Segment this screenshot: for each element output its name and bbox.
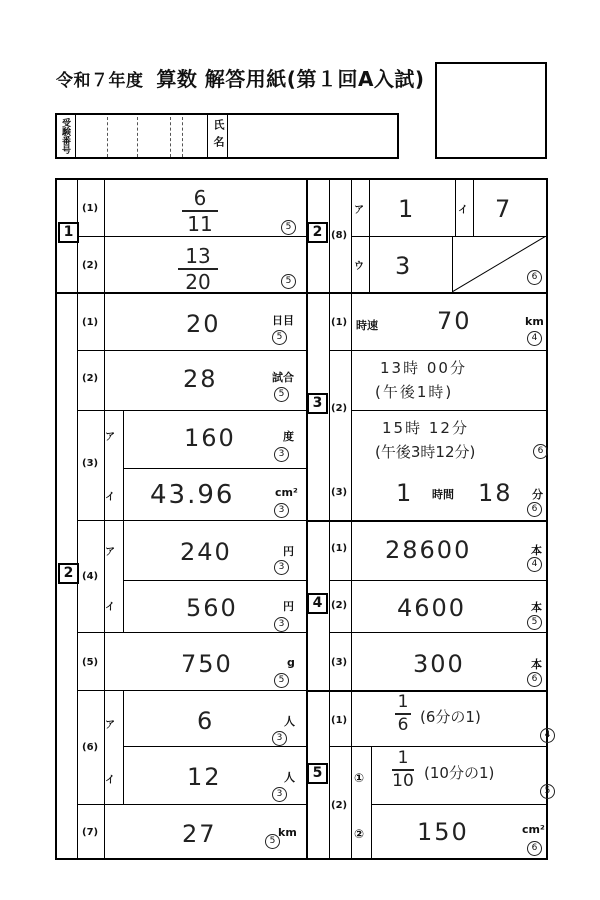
score-mark: 3	[274, 560, 289, 575]
answer-2-8-i: 7	[495, 195, 513, 223]
answer-5-1: 1 6	[395, 694, 411, 734]
q-label: イ	[458, 205, 468, 216]
answer-3-2-line3: 15時 12分	[382, 419, 469, 437]
score-mark: 6	[527, 502, 542, 517]
q-label: (6)	[82, 742, 99, 753]
section-2-right: 2	[307, 222, 328, 243]
score-mark: 3	[274, 447, 289, 462]
score-mark: 5	[272, 330, 287, 345]
score-mark: 6	[527, 672, 542, 687]
q-label: (1)	[82, 203, 99, 214]
q-label: (8)	[331, 230, 348, 241]
q-label: (5)	[82, 657, 99, 668]
unit: 本	[531, 544, 542, 557]
q-label: (7)	[82, 827, 99, 838]
answer-2-2: 28	[183, 365, 218, 393]
score-mark: 6	[527, 270, 542, 285]
q-label: (3)	[82, 458, 99, 469]
unit: 試合	[272, 371, 294, 384]
score-mark: 6	[533, 444, 548, 459]
score-mark: 5	[281, 220, 296, 235]
answer-2-4-i: 560	[186, 594, 238, 622]
answer-3-2-line1: 13時 00分	[380, 359, 467, 377]
section-4: 4	[307, 593, 328, 614]
q-label: ②	[354, 827, 365, 841]
section-1: 1	[58, 222, 79, 243]
unit: 日目	[272, 314, 294, 327]
unit: km	[278, 826, 297, 839]
section-5: 5	[307, 763, 328, 784]
unit: 人	[284, 715, 295, 728]
score-mark: 5	[265, 834, 280, 849]
title-main: 算数 解答用紙(第１回A入試)	[156, 67, 425, 91]
answer-3-2-line4: (午後3時12分)	[375, 443, 476, 461]
unit: 度	[283, 430, 294, 443]
section-3: 3	[307, 393, 328, 414]
score-mark: 3	[272, 787, 287, 802]
q-label: (3)	[331, 487, 348, 498]
score-mark: 5	[540, 784, 555, 799]
q-label: (1)	[82, 317, 99, 328]
answer-sheet	[55, 178, 548, 860]
score-mark: 5	[274, 673, 289, 688]
unit: 本	[531, 658, 542, 671]
answer-4-3: 300	[413, 650, 465, 678]
score-mark: 5	[527, 615, 542, 630]
q-label: (2)	[331, 403, 348, 414]
unit: 円	[283, 600, 294, 613]
answer-3-2-line2: (午後1時)	[375, 383, 454, 401]
q-label: (2)	[82, 373, 99, 384]
answer-3-3-minutes: 18	[478, 479, 513, 507]
score-mark: 3	[274, 503, 289, 518]
q-label: (1)	[331, 715, 348, 726]
answer-2-8-u: 3	[395, 252, 413, 280]
q-label: (2)	[331, 600, 348, 611]
score-mark: 4	[540, 728, 555, 743]
answer-3-3-hours: 1	[396, 479, 414, 507]
score-mark: 5	[281, 274, 296, 289]
id-row	[55, 113, 399, 159]
score-box	[435, 62, 547, 159]
unit: g	[287, 656, 295, 669]
unit: 円	[283, 545, 294, 558]
q-label: (1)	[331, 317, 348, 328]
unit: 本	[531, 601, 542, 614]
score-mark: 3	[274, 617, 289, 632]
q-label: ア	[105, 547, 115, 558]
answer-1-2: 13 20	[178, 246, 218, 292]
answer-1-1: 6 11	[182, 188, 218, 234]
section-2-left: 2	[58, 563, 79, 584]
answer-2-8-a: 1	[398, 195, 416, 223]
q-label: (1)	[331, 543, 348, 554]
unit: km	[525, 315, 544, 328]
score-mark: 5	[274, 387, 289, 402]
q-label: ア	[105, 720, 115, 731]
score-mark: 6	[527, 841, 542, 856]
q-label: ア	[354, 205, 364, 216]
unit: 分	[532, 488, 543, 501]
score-mark: 3	[272, 731, 287, 746]
q-label: ア	[105, 432, 115, 443]
q-label: ウ	[354, 261, 364, 272]
q-label: (2)	[331, 800, 348, 811]
answer-5-2-1: 1 10	[392, 748, 414, 791]
answer-5-2-2: 150	[417, 818, 469, 846]
answer-2-5: 750	[181, 650, 233, 678]
answer-4-2: 4600	[397, 594, 467, 622]
title-year: 令和７年度	[56, 71, 144, 91]
page-title	[56, 63, 425, 92]
q-label: (4)	[82, 571, 99, 582]
q-label: (3)	[331, 657, 348, 668]
unit: 人	[284, 771, 295, 784]
answer-2-6-a: 6	[197, 707, 215, 735]
answer-2-7: 27	[182, 820, 217, 848]
q-label: ①	[354, 771, 365, 785]
answer-2-3-i: 43.96	[150, 480, 235, 510]
unit: 時間	[432, 488, 454, 501]
answer-5-1-note: (6分の1)	[420, 708, 481, 726]
unit: cm²	[522, 823, 545, 836]
answer-2-6-i: 12	[187, 763, 222, 791]
answer-2-4-a: 240	[180, 538, 232, 566]
q-label: イ	[105, 602, 115, 613]
q-label: イ	[105, 775, 115, 786]
answer-4-1: 28600	[385, 536, 472, 564]
answer-2-3-a: 160	[184, 424, 236, 452]
unit: cm²	[275, 486, 298, 499]
answer-2-1: 20	[186, 310, 221, 338]
exam-number-label: 受験番号	[60, 118, 70, 154]
q-label: イ	[105, 492, 115, 503]
score-mark: 4	[527, 557, 542, 572]
q-label: (2)	[82, 260, 99, 271]
score-mark: 4	[527, 331, 542, 346]
name-label: 氏名	[212, 119, 225, 153]
answer-3-1: 70	[437, 307, 472, 335]
answer-5-2-1-note: (10分の1)	[424, 764, 495, 782]
speed-prefix: 時速	[356, 319, 378, 332]
